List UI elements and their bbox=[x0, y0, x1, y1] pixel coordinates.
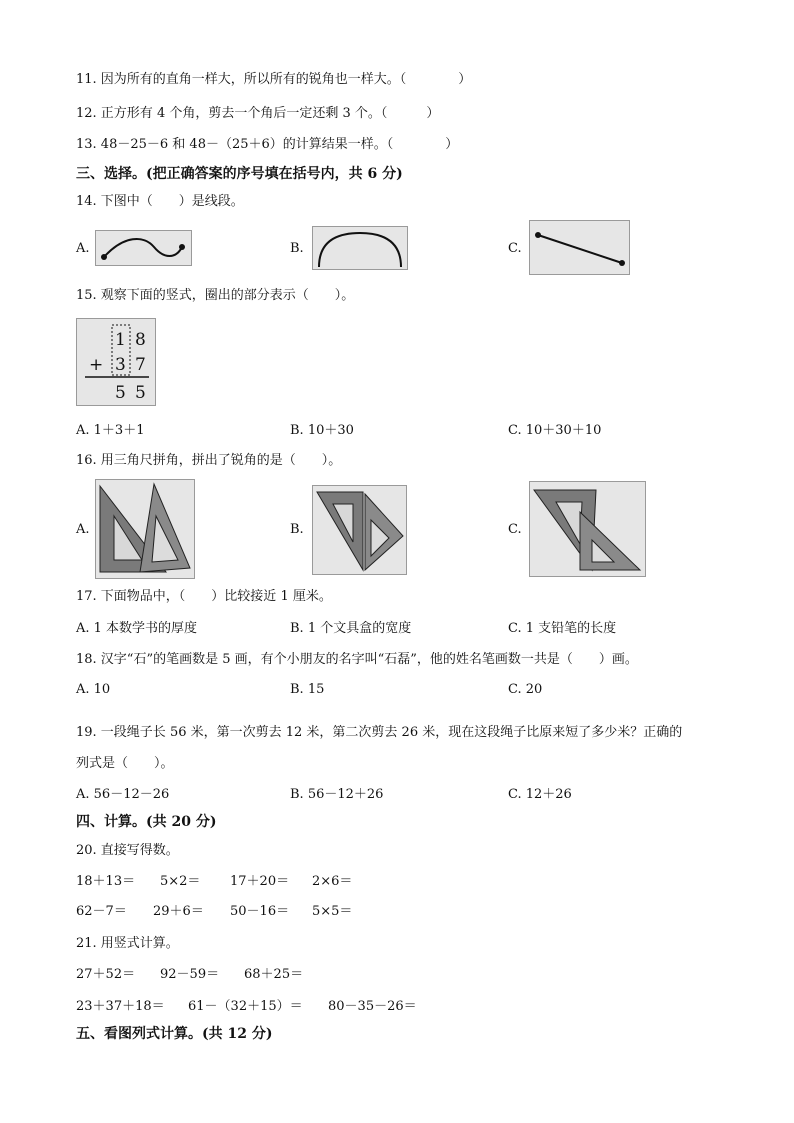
q21-r1-item2: 92－59＝ bbox=[160, 967, 220, 982]
q16-option-c-label: C. bbox=[508, 522, 522, 537]
q17-option-b: B. 1 个文具盒的宽度 bbox=[290, 621, 412, 636]
q14-option-c-label: C. bbox=[508, 241, 522, 256]
q14-curve-image bbox=[95, 230, 192, 266]
q15-vertical-addition-image bbox=[76, 318, 156, 406]
q19-option-b: B. 56－12＋26 bbox=[290, 787, 384, 802]
q14-option-b-label: B. bbox=[290, 241, 304, 256]
question-14: 14. 下图中（ ）是线段。 bbox=[76, 194, 244, 209]
q20-r1-item2: 5×2＝ bbox=[160, 874, 201, 889]
q20-r2-item2: 29＋6＝ bbox=[153, 904, 204, 919]
q18-option-a: A. 10 bbox=[76, 682, 111, 697]
question-13: 13. 48－25－6 和 48－（25＋6）的计算结果一样。（ ） bbox=[76, 137, 459, 152]
q17-option-a: A. 1 本数学书的厚度 bbox=[76, 621, 198, 636]
q17-option-c: C. 1 支铅笔的长度 bbox=[508, 621, 617, 636]
q15-option-c: C. 10＋30＋10 bbox=[508, 423, 602, 438]
q18-option-b: B. 15 bbox=[290, 682, 325, 697]
q16-set-square-image-a bbox=[95, 479, 195, 579]
q21-r2-item3: 80－35－26＝ bbox=[328, 999, 417, 1014]
q20-r2-item3: 50－16＝ bbox=[230, 904, 290, 919]
question-11: 11. 因为所有的直角一样大，所以所有的锐角也一样大。（ ） bbox=[76, 72, 472, 87]
q21-r2-item1: 23＋37＋18＝ bbox=[76, 999, 165, 1014]
q16-option-b-label: B. bbox=[290, 522, 304, 537]
q20-r2-item1: 62－7＝ bbox=[76, 904, 127, 919]
question-17: 17. 下面物品中，（ ）比较接近 1 厘米。 bbox=[76, 589, 332, 604]
section-4-heading: 四、计算。(共 20 分) bbox=[76, 814, 217, 830]
question-18: 18. 汉字“石”的笔画数是 5 画，有个小朋友的名字叫“石磊”，他的姓名笔画数一共是（ ）画。 bbox=[76, 652, 638, 667]
question-16: 16. 用三角尺拼角，拼出了锐角的是（ ）。 bbox=[76, 453, 342, 468]
q16-option-a-label: A. bbox=[76, 522, 90, 537]
q14-segment-image bbox=[529, 220, 630, 275]
question-21: 21. 用竖式计算。 bbox=[76, 936, 179, 951]
question-19-line-1: 19. 一段绳子长 56 米，第一次剪去 12 米，第二次剪去 26 米，现在这段绳子比原来短了多少米？正确的 bbox=[76, 725, 683, 740]
q15-option-a: A. 1＋3＋1 bbox=[76, 423, 145, 438]
q19-option-c: C. 12＋26 bbox=[508, 787, 572, 802]
q15-digit-r2b: 7 bbox=[135, 355, 146, 375]
q15-digit-r2a: 3 bbox=[115, 355, 126, 375]
question-12: 12. 正方形有 4 个角，剪去一个角后一定还剩 3 个。（ ） bbox=[76, 106, 440, 121]
question-19-line-2: 列式是（ ）。 bbox=[76, 756, 174, 771]
section-3-heading: 三、选择。(把正确答案的序号填在括号内，共 6 分) bbox=[76, 166, 403, 182]
question-20: 20. 直接写得数。 bbox=[76, 843, 179, 858]
q15-digit-r1b: 8 bbox=[135, 330, 146, 350]
q14-option-a-label: A. bbox=[76, 241, 90, 256]
q20-r1-item3: 17＋20＝ bbox=[230, 874, 290, 889]
q21-r1-item1: 27＋52＝ bbox=[76, 967, 136, 982]
q15-digit-r1a: 1 bbox=[115, 330, 126, 350]
q20-r2-item4: 5×5＝ bbox=[312, 904, 353, 919]
q15-plus-sign: + bbox=[89, 355, 104, 375]
section-5-heading: 五、看图列式计算。(共 12 分) bbox=[76, 1026, 273, 1042]
q20-r1-item1: 18＋13＝ bbox=[76, 874, 136, 889]
q15-digit-r3a: 5 bbox=[115, 383, 126, 403]
q15-option-b: B. 10＋30 bbox=[290, 423, 354, 438]
q15-digit-r3b: 5 bbox=[135, 383, 146, 403]
q20-r1-item4: 2×6＝ bbox=[312, 874, 353, 889]
q16-set-square-image-c bbox=[529, 481, 646, 577]
q19-option-a: A. 56－12－26 bbox=[76, 787, 170, 802]
q18-option-c: C. 20 bbox=[508, 682, 543, 697]
q21-r2-item2: 61－（32＋15）＝ bbox=[188, 999, 303, 1014]
question-15: 15. 观察下面的竖式，圈出的部分表示（ ）。 bbox=[76, 288, 355, 303]
q21-r1-item3: 68＋25＝ bbox=[244, 967, 304, 982]
q14-arc-image bbox=[312, 226, 408, 270]
q16-set-square-image-b bbox=[312, 485, 407, 575]
